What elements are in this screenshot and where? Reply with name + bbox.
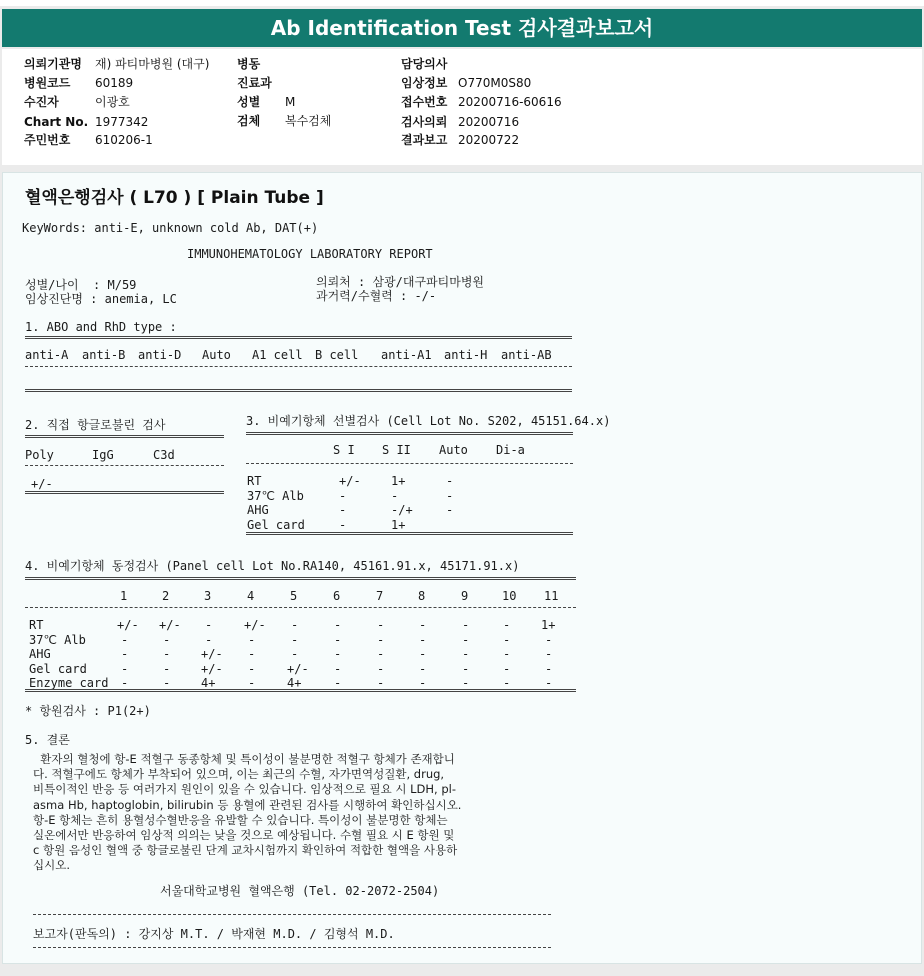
panel-header-0: 1 — [120, 589, 128, 603]
col1-label-0: 의뢰기관명 — [24, 57, 82, 71]
panel-header-6: 7 — [376, 589, 384, 603]
screen-row-label-2: AHG — [247, 503, 269, 517]
screen-cell-2-2: - — [446, 503, 454, 517]
panel-cell-3-7: - — [419, 661, 427, 676]
col3-label-4: 결과보고 — [401, 133, 448, 147]
col3-label-0: 담당의사 — [401, 57, 448, 71]
conclusion-line-0: 환자의 혈청에 항-E 적혈구 동종항체 및 특이성이 불분명한 적혈구 항체가 존재합니 — [33, 752, 455, 766]
reporter: 보고자(판독의) : 강지상 M.T. / 박재현 M.D. / 김형석 M.D. — [33, 927, 395, 941]
screen-rule-mid — [246, 463, 573, 464]
page-top-strip — [0, 0, 924, 6]
screen-rule-bottom — [246, 532, 573, 535]
panel-rule-mid — [25, 607, 576, 608]
panel-cell-1-2: - — [205, 632, 213, 647]
col2-label-0: 병동 — [237, 57, 261, 71]
institution: 서울대학교병원 혈액은행 (Tel. 02-2072-2504) — [160, 884, 440, 898]
panel-cell-0-7: - — [419, 618, 427, 632]
col3-value-1: O770M0S80 — [458, 76, 532, 90]
panel-cell-4-7: - — [419, 676, 427, 690]
panel-cell-1-4: - — [291, 632, 299, 647]
panel-cell-0-1: +/- — [159, 618, 181, 632]
panel-title: 4. 비예기항체 동정검사 (Panel cell Lot No.RA140, 45161.91.x, 45171.91.x) — [25, 559, 520, 573]
abo-header-5: B cell — [315, 348, 359, 362]
referrer: 의뢰처 : 삼광/대구파티마병원 — [316, 275, 485, 289]
panel-cell-4-4: 4+ — [287, 676, 302, 690]
panel-cell-4-2: 4+ — [201, 676, 216, 690]
report-heading: 혈액은행검사 ( L70 ) [ Plain Tube ] — [25, 188, 324, 208]
panel-cell-0-10: 1+ — [541, 618, 556, 632]
screen-header-3: Di-a — [496, 443, 525, 457]
panel-cell-3-3: - — [248, 661, 256, 676]
conclusion-line-4: 항-E 항체는 흔히 용혈성수혈반응을 유발할 수 있습니다. 특이성이 불분명한 항체는 — [33, 812, 448, 827]
panel-rule-top — [25, 577, 576, 580]
col1-value-2: 이광호 — [95, 95, 130, 109]
conclusion-title: 5. 결론 — [25, 733, 70, 747]
abo-header-7: anti-H — [444, 348, 488, 362]
panel-row-label-4: Enzyme card — [29, 676, 109, 690]
panel-cell-3-4: +/- — [287, 661, 309, 676]
panel-cell-0-5: - — [334, 618, 342, 632]
sex-age: 성별/나이 : M/59 — [25, 278, 137, 292]
screen-cell-0-2: - — [446, 474, 454, 488]
panel-cell-2-6: - — [377, 647, 385, 661]
panel-cell-0-0: +/- — [117, 618, 139, 632]
panel-cell-3-2: +/- — [201, 661, 223, 676]
lab-title: IMMUNOHEMATOLOGY LABORATORY REPORT — [187, 247, 433, 261]
panel-cell-3-1: - — [163, 661, 171, 676]
panel-header-5: 6 — [333, 589, 341, 603]
abo-header-4: A1 cell — [252, 348, 303, 362]
dat-header-1: IgG — [92, 448, 114, 462]
col3-label-2: 접수번호 — [401, 95, 448, 109]
col1-label-4: 주민번호 — [24, 133, 71, 147]
screen-cell-2-1: -/+ — [391, 503, 413, 517]
conclusion-line-6: c 항원 음성인 혈액 중 항글로불린 단계 교차시험까지 확인하여 적합한 혈액을 사용하 — [33, 843, 458, 858]
panel-cell-2-1: - — [163, 647, 171, 661]
footer-rule-bottom — [33, 947, 551, 948]
panel-row-label-1: 37℃ Alb — [29, 632, 86, 647]
screen-cell-3-1: 1+ — [391, 517, 406, 532]
panel-cell-1-3: - — [248, 632, 256, 647]
col1-label-1: 병원코드 — [24, 76, 71, 90]
screen-cell-1-0: - — [339, 488, 347, 503]
panel-cell-3-9: - — [503, 661, 511, 676]
col2-label-3: 검체 — [237, 114, 261, 128]
panel-cell-2-7: - — [419, 647, 427, 661]
panel-cell-4-1: - — [163, 676, 171, 690]
panel-cell-0-9: - — [503, 618, 511, 632]
dat-header-2: C3d — [153, 448, 175, 462]
col1-label-3: Chart No. — [24, 115, 89, 129]
screen-cell-3-0: - — [339, 517, 347, 532]
panel-cell-3-6: - — [377, 661, 385, 676]
panel-cell-4-9: - — [503, 676, 511, 690]
panel-cell-1-9: - — [503, 632, 511, 647]
panel-cell-2-10: - — [545, 647, 553, 661]
abo-header-2: anti-D — [138, 348, 182, 362]
col3-value-3: 20200716 — [458, 115, 520, 129]
panel-cell-2-0: - — [121, 647, 129, 661]
screen-header-0: S I — [333, 443, 355, 457]
screen-row-label-1: 37℃ Alb — [247, 488, 304, 503]
panel-header-9: 10 — [502, 589, 517, 603]
panel-cell-4-10: - — [545, 676, 553, 690]
col1-value-3: 1977342 — [95, 115, 149, 129]
panel-cell-3-10: - — [545, 661, 553, 676]
dat-title: 2. 직접 항글로불린 검사 — [25, 418, 166, 432]
panel-cell-4-6: - — [377, 676, 385, 690]
screen-rule-top — [246, 432, 573, 435]
panel-cell-1-0: - — [121, 632, 129, 647]
screen-cell-1-1: - — [391, 488, 399, 503]
panel-cell-2-5: - — [334, 647, 342, 661]
panel-rule-bottom — [25, 689, 576, 692]
panel-cell-2-3: - — [248, 647, 256, 661]
abo-rule-mid — [25, 366, 572, 367]
panel-cell-0-8: - — [462, 618, 470, 632]
dat-value-0: +/- — [31, 477, 53, 491]
screen-cell-2-0: - — [339, 503, 347, 517]
panel-cell-0-3: +/- — [244, 618, 266, 632]
page-bottom-strip — [0, 964, 924, 976]
screen-cell-0-0: +/- — [339, 474, 361, 488]
antigen-test: * 항원검사 : P1(2+) — [25, 704, 151, 718]
screen-row-label-0: RT — [247, 474, 262, 488]
dat-rule-top — [25, 435, 224, 438]
panel-header-10: 11 — [544, 589, 559, 603]
panel-cell-2-4: - — [291, 647, 299, 661]
panel-header-2: 3 — [204, 589, 212, 603]
panel-cell-1-10: - — [545, 632, 553, 647]
panel-cell-2-2: +/- — [201, 647, 223, 661]
screen-row-label-3: Gel card — [247, 517, 305, 532]
panel-header-8: 9 — [461, 589, 469, 603]
panel-cell-2-9: - — [503, 647, 511, 661]
screen-cell-0-1: 1+ — [391, 474, 406, 488]
panel-cell-1-1: - — [163, 632, 171, 647]
panel-cell-0-2: - — [205, 618, 213, 632]
abo-title: 1. ABO and RhD type : — [25, 320, 177, 334]
panel-cell-4-5: - — [334, 676, 342, 690]
panel-header-3: 4 — [247, 589, 255, 603]
dat-rule-bottom — [25, 491, 224, 494]
panel-cell-2-8: - — [462, 647, 470, 661]
panel-header-4: 5 — [290, 589, 298, 603]
screen-title: 3. 비예기항체 선별검사 (Cell Lot No. S202, 45151.64.x) — [246, 414, 611, 428]
abo-header-0: anti-A — [25, 348, 69, 362]
col3-value-2: 20200716-60616 — [458, 95, 562, 109]
panel-row-label-0: RT — [29, 618, 44, 632]
col2-label-2: 성별 — [237, 95, 261, 109]
panel-header-7: 8 — [418, 589, 426, 603]
panel-cell-1-6: - — [377, 632, 385, 647]
conclusion-line-7: 십시오. — [33, 858, 70, 873]
conclusion-line-5: 실온에서만 반응하여 임상적 의의는 낮을 것으로 예상됩니다. 수혈 필요 시 E 항원 및 — [33, 828, 455, 842]
panel-cell-0-6: - — [377, 618, 385, 632]
col3-label-3: 검사의뢰 — [401, 115, 448, 129]
abo-header-6: anti-A1 — [381, 348, 432, 362]
transfusion-history: 과거력/수혈력 : -/- — [316, 289, 437, 303]
abo-header-8: anti-AB — [501, 348, 552, 362]
abo-rule-bottom — [25, 389, 572, 392]
keywords: KeyWords: anti-E, unknown cold Ab, DAT(+) — [22, 221, 319, 235]
col3-value-4: 20200722 — [458, 133, 520, 147]
clinical-diagnosis: 임상진단명 : anemia, LC — [25, 292, 177, 306]
panel-cell-1-7: - — [419, 632, 427, 647]
panel-header-1: 2 — [162, 589, 170, 603]
panel-cell-4-0: - — [121, 676, 129, 690]
panel-cell-3-8: - — [462, 661, 470, 676]
conclusion-line-3: asma Hb, haptoglobin, bilirubin 등 용혈에 관련된 검사를 시행하여 확인하십시오. — [33, 797, 462, 812]
col2-value-2: M — [285, 95, 296, 109]
panel-cell-4-3: - — [248, 676, 256, 690]
col1-label-2: 수진자 — [24, 95, 59, 109]
screen-header-2: Auto — [439, 443, 468, 457]
panel-row-label-3: Gel card — [29, 661, 87, 676]
panel-row-label-2: AHG — [29, 647, 51, 661]
panel-cell-1-8: - — [462, 632, 470, 647]
report-title-banner: Ab Identification Test 검사결과보고서 — [2, 9, 922, 47]
panel-cell-3-0: - — [121, 661, 129, 676]
abo-header-3: Auto — [202, 348, 231, 362]
dat-header-0: Poly — [25, 448, 54, 462]
footer-rule-top — [33, 914, 551, 915]
screen-cell-1-2: - — [446, 488, 454, 503]
col1-value-4: 610206-1 — [95, 133, 153, 147]
col3-label-1: 임상정보 — [401, 76, 448, 90]
conclusion-line-2: 비특이적인 반응 등 여러가지 원인이 있을 수 있습니다. 임상적으로 필요 시 LDH, pl- — [33, 782, 456, 797]
col1-value-0: 재) 파티마병원 (대구) — [95, 57, 210, 71]
col2-value-3: 복수검체 — [285, 114, 332, 128]
panel-cell-0-4: - — [291, 618, 299, 632]
col2-label-1: 진료과 — [237, 76, 272, 90]
conclusion-line-1: 다. 적혈구에도 항체가 부착되어 있으며, 이는 최근의 수혈, 자가면역성질환, drug, — [33, 767, 445, 782]
panel-cell-1-5: - — [334, 632, 342, 647]
panel-cell-4-8: - — [462, 676, 470, 690]
panel-cell-3-5: - — [334, 661, 342, 676]
col1-value-1: 60189 — [95, 76, 134, 90]
abo-rule-top — [25, 336, 572, 339]
dat-rule-mid — [25, 465, 224, 466]
abo-header-1: anti-B — [82, 348, 126, 362]
screen-header-1: S II — [382, 443, 411, 457]
